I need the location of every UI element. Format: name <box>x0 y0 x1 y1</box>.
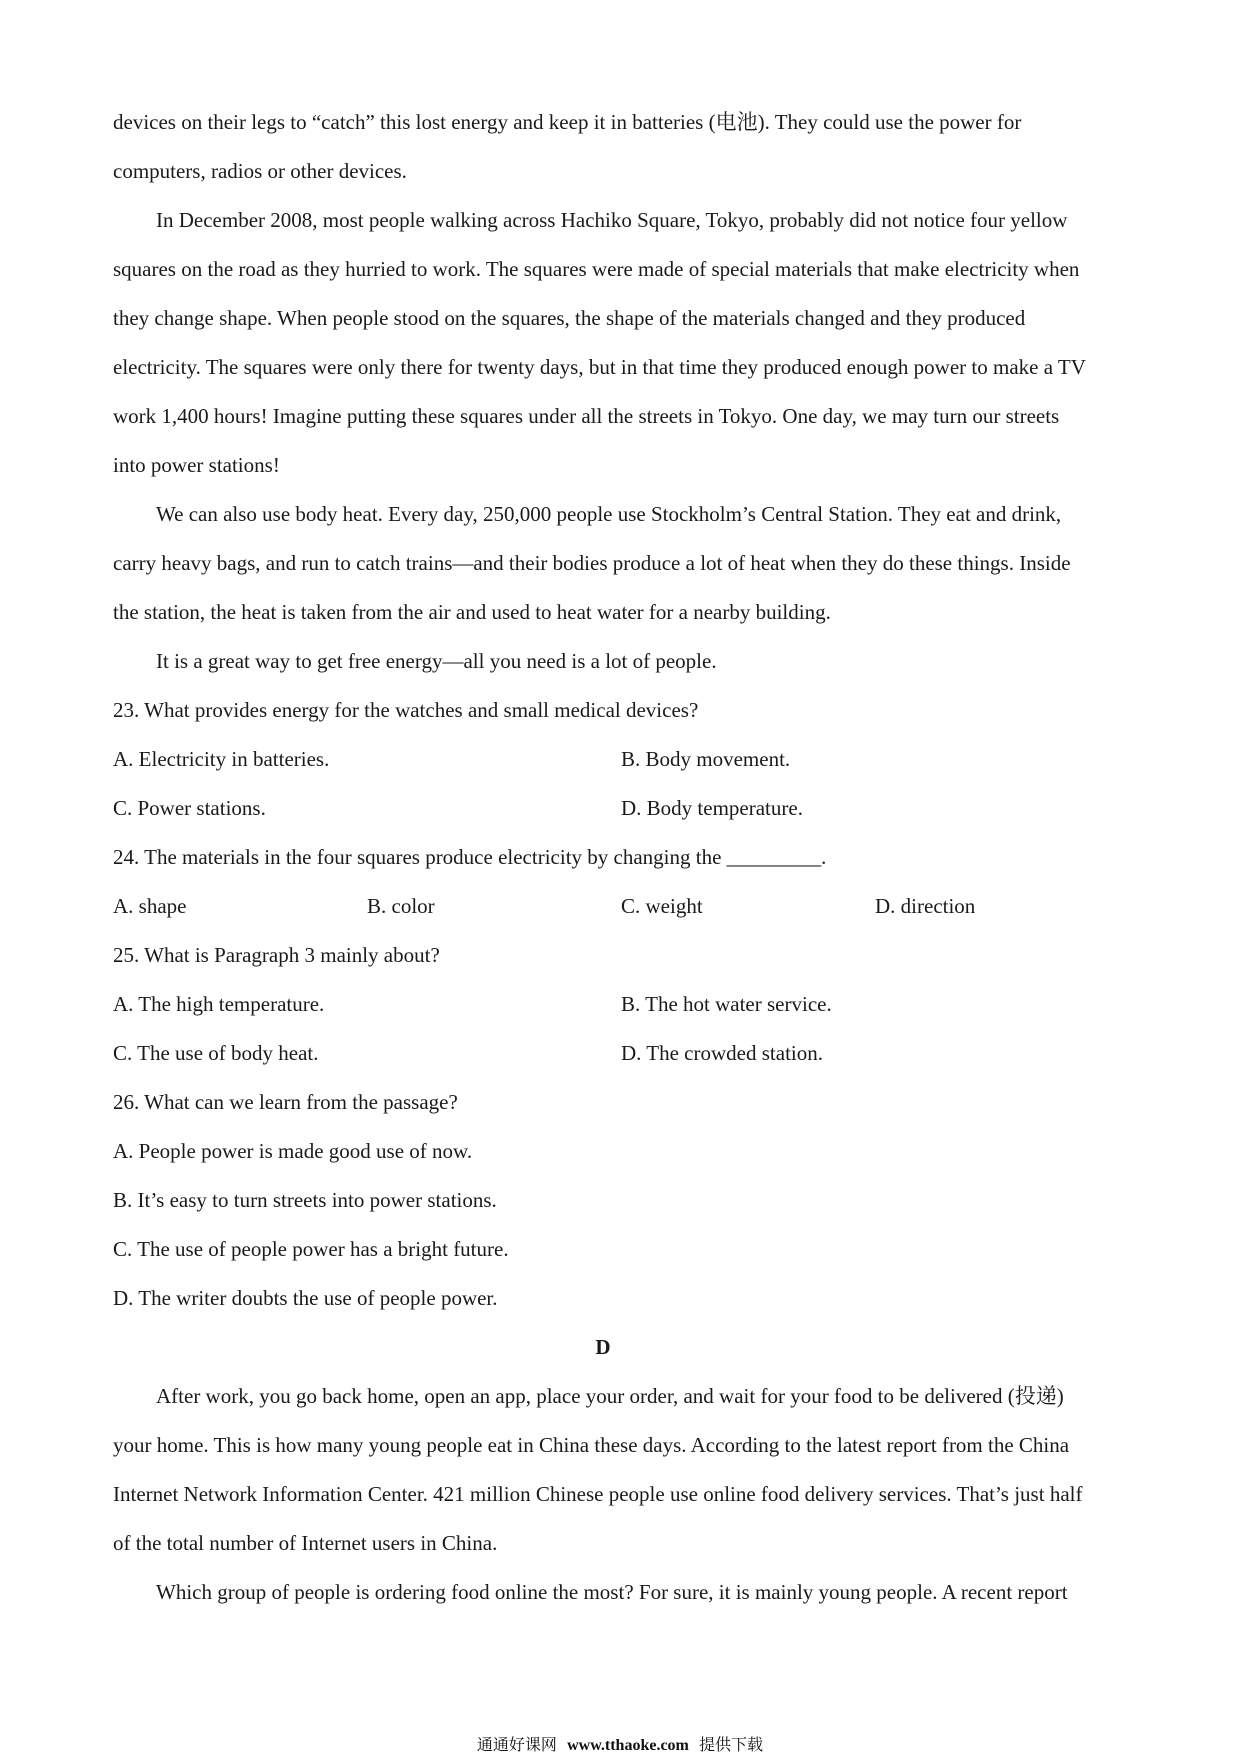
passage-line: the station, the heat is taken from the air and used to heat water for a nearby building. <box>113 600 831 624</box>
passage-line: Internet Network Information Center. 421 million Chinese people use online food delivery services. That’s just half <box>113 1482 1083 1506</box>
question-stem: 24. The materials in the four squares produce electricity by changing the _________. <box>113 845 827 869</box>
page-footer <box>0 1732 1240 1755</box>
passage-line: they change shape. When people stood on the squares, the shape of the materials changed and they produced <box>113 306 1026 330</box>
passage-line: electricity. The squares were only there for twenty days, but in that time they produced enough power to make a TV <box>113 355 1086 379</box>
passage-line: After work, you go back home, open an app, place your order, and wait for your food to be delivered (投递) <box>156 1384 1064 1408</box>
option-c: C. The use of body heat. <box>113 1041 319 1065</box>
option-a: A. The high temperature. <box>113 992 325 1016</box>
option-c: C. weight <box>621 894 703 918</box>
section-heading: D <box>595 1335 611 1359</box>
passage-line: your home. This is how many young people eat in China these days. According to the latest report from the China <box>113 1433 1070 1457</box>
passage-line: We can also use body heat. Every day, 250,000 people use Stockholm’s Central Station. They eat and drink, <box>156 502 1062 526</box>
passage-line: carry heavy bags, and run to catch trains—and their bodies produce a lot of heat when they do these things. Inside <box>113 551 1071 575</box>
question-stem: 26. What can we learn from the passage? <box>113 1090 458 1114</box>
passage-line: devices on their legs to “catch” this lost energy and keep it in batteries (电池). They could use the power for <box>113 110 1022 134</box>
option-row <box>113 1029 1133 1078</box>
option-a: A. People power is made good use of now. <box>113 1139 473 1163</box>
option-c: C. The use of people power has a bright future. <box>113 1237 509 1261</box>
passage-line: It is a great way to get free energy—all you need is a lot of people. <box>156 649 717 673</box>
footer-download-text: 提供下载 <box>699 1735 764 1754</box>
passage-line: In December 2008, most people walking across Hachiko Square, Tokyo, probably did not notice four yellow <box>156 208 1068 232</box>
passage-c <box>113 98 1133 686</box>
option-row <box>113 735 1133 784</box>
option-row <box>113 882 1133 931</box>
question-26 <box>113 1078 1133 1323</box>
option-a: A. Electricity in batteries. <box>113 747 330 771</box>
option-b: B. Body movement. <box>621 747 791 771</box>
question-stem: 25. What is Paragraph 3 mainly about? <box>113 943 440 967</box>
passage-line: computers, radios or other devices. <box>113 159 407 183</box>
option-row <box>113 784 1133 833</box>
passage-line: of the total number of Internet users in China. <box>113 1531 498 1555</box>
option-b: B. The hot water service. <box>621 992 832 1016</box>
question-24 <box>113 833 1133 931</box>
passage-line: Which group of people is ordering food online the most? For sure, it is mainly young people. A recent report <box>156 1580 1068 1604</box>
passage-d <box>113 1372 1133 1617</box>
question-25 <box>113 931 1133 1078</box>
footer-url[interactable]: www.tthaoke.com <box>567 1737 689 1754</box>
footer-site-name: 通通好课网 <box>476 1735 557 1754</box>
option-d: D. direction <box>875 894 976 918</box>
option-c: C. Power stations. <box>113 796 266 820</box>
passage-line: work 1,400 hours! Imagine putting these squares under all the streets in Tokyo. One day, we may turn our streets <box>113 404 1060 428</box>
option-b: B. It’s easy to turn streets into power stations. <box>113 1188 497 1212</box>
option-b: B. color <box>367 894 435 918</box>
passage-line: squares on the road as they hurried to work. The squares were made of special materials that make electricity when <box>113 257 1080 281</box>
option-a: A. shape <box>113 894 187 918</box>
option-d: D. Body temperature. <box>621 796 803 820</box>
passage-line: into power stations! <box>113 453 280 477</box>
document-page <box>113 98 1133 1617</box>
option-d: D. The crowded station. <box>621 1041 823 1065</box>
option-d: D. The writer doubts the use of people power. <box>113 1286 498 1310</box>
question-stem: 23. What provides energy for the watches and small medical devices? <box>113 698 699 722</box>
option-row <box>113 980 1133 1029</box>
question-23 <box>113 686 1133 833</box>
